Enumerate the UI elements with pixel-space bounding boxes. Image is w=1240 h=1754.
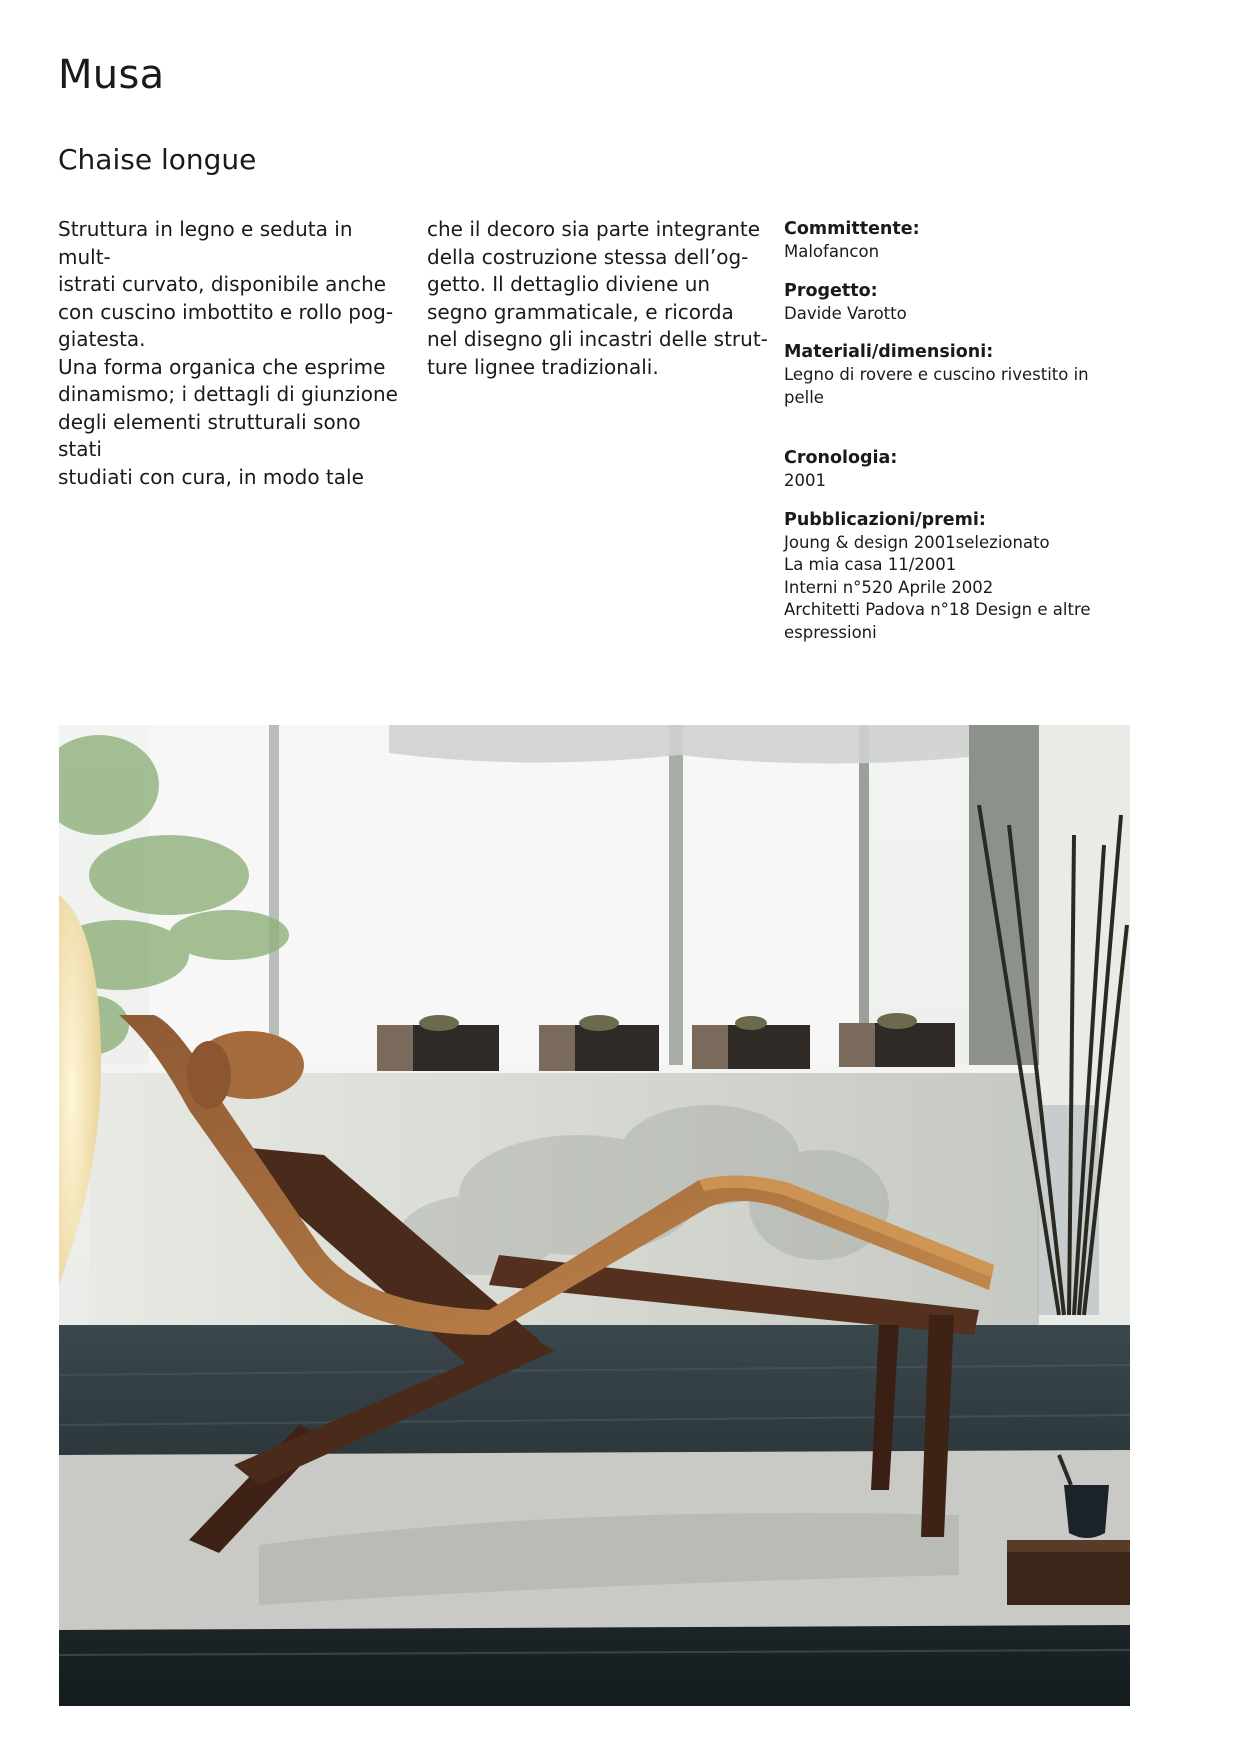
detail-value: Joung & design 2001selezionato La mia casa 11/2001 Interni n°520 Aprile 2002 Architetti Padova n°18 Design e altre espressioni — [784, 532, 1091, 642]
description-column-1: Struttura in legno e seduta in mult- istrati curvato, disponibile anche con cuscino imbottito e rollo pog- giatesta. Una forma organica che esprime dinamismo; i dettagli di giunzione degli elementi strutturali sono stati studiati con cura, in modo tale — [58, 217, 398, 489]
description-column-2: che il decoro sia parte integrante della costruzione stessa dell’og- getto. Il dettaglio diviene un segno grammaticale, e ricorda nel disegno gli incastri delle strut- ture lignee tradizionali. — [427, 217, 768, 379]
detail-label: Cronologia: — [784, 448, 898, 468]
detail-label: Pubblicazioni/premi: — [784, 509, 986, 530]
window-frame — [269, 725, 279, 1085]
window-frame — [669, 725, 683, 1085]
detail-label: Materiali/dimensioni: — [784, 342, 994, 362]
page-title: Musa — [58, 52, 165, 98]
detail-value: Legno di rovere e cuscino rivestito in pelle — [784, 365, 1089, 407]
detail-committente — [784, 218, 1114, 264]
detail-progetto — [784, 280, 1114, 326]
detail-cronologia — [784, 447, 1114, 493]
detail-label: Committente: — [784, 219, 920, 239]
detail-value: 2001 — [784, 471, 826, 490]
detail-value: Davide Varotto — [784, 303, 907, 323]
page-subtitle: Chaise longue — [58, 143, 257, 176]
product-photo — [59, 725, 1130, 1706]
detail-pubblicazioni — [784, 509, 1114, 645]
detail-label: Progetto: — [784, 280, 878, 301]
detail-value: Malofancon — [784, 242, 880, 261]
details-panel — [784, 218, 1114, 660]
chaise-longue-illustration — [59, 725, 1130, 1706]
detail-materiali — [784, 341, 1114, 409]
